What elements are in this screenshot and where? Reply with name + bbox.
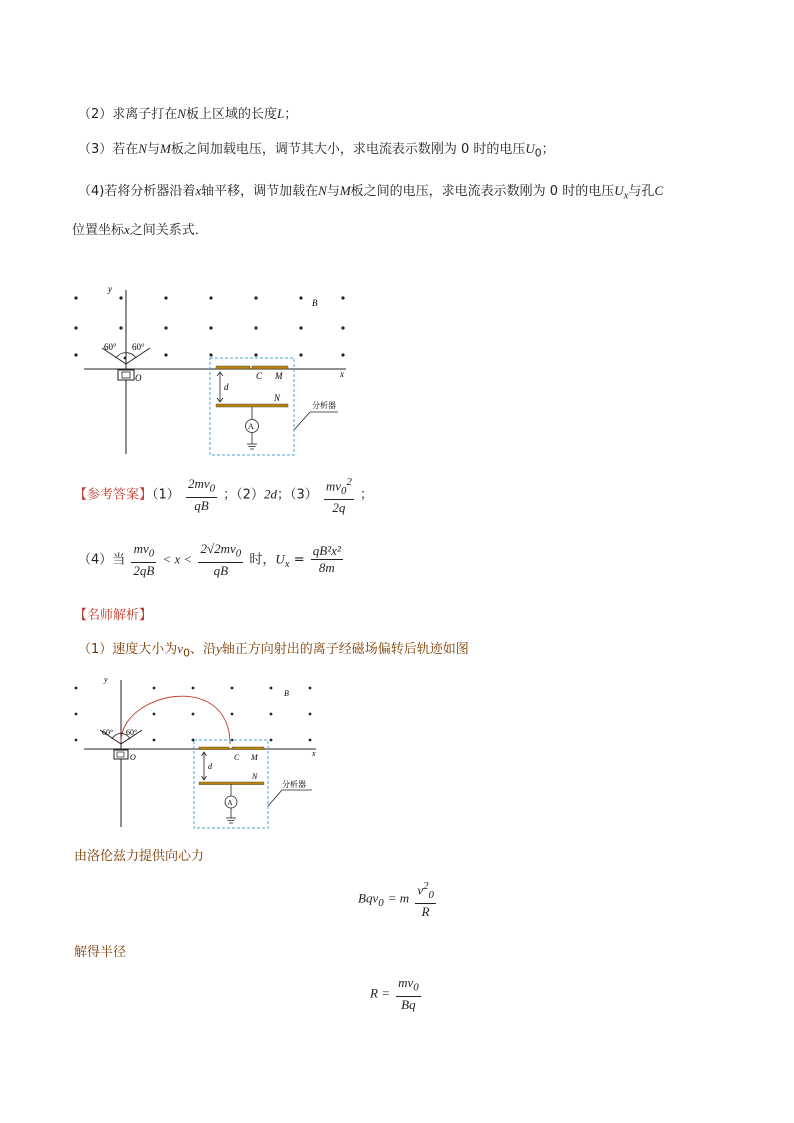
field-label: B <box>312 298 318 308</box>
plate-m-right <box>252 366 288 369</box>
plate-n <box>199 782 264 785</box>
y-axis-label: y <box>104 675 108 684</box>
answer-line-1: 【参考答案】（1） $\frac{2mv_0}{qB}$ ；（2）2d；（3） $\frac{mv_0^2}{2q}$ ； <box>74 476 374 515</box>
question-4-line2: 位置坐标x之间关系式． <box>72 222 208 238</box>
equation-2: R = $\frac{mv_0}{Bq}$ <box>370 975 419 1012</box>
plate-n-label: N <box>252 772 258 781</box>
angle-right-label: 60° <box>132 342 145 352</box>
x-axis-label: x <box>312 749 316 758</box>
analyzer-label: 分析器 <box>312 401 336 410</box>
angle-left-label: 60° <box>102 728 114 737</box>
plate-n <box>216 404 288 407</box>
x-axis-label: x <box>340 369 344 379</box>
radius-text: 解得半径 <box>74 945 127 960</box>
ion-trajectory-arc <box>121 696 230 744</box>
analysis-line-1: （1）速度大小为$v_0$、沿y轴正方向射出的离子经磁场偏转后轨迹如图 <box>78 641 469 660</box>
answer-line-2: （4）当 $\frac{mv_0}{2qB}$ < x < $\frac{2√2mv_0}{qB}$ 时，$U_x$ = $\frac{\text{qB²x²}}{8m}$ <box>78 541 341 578</box>
field-label: B <box>284 689 289 698</box>
figure-1-diagram <box>66 282 366 462</box>
figure-2-diagram <box>66 672 366 832</box>
question-4: （4)若将分析器沿着x轴平移，调节加载在N与M板之间的电压，求电流表示数刚为 0 时的电压$U_x$与孔C <box>78 183 664 202</box>
hole-c-label: C <box>234 753 240 762</box>
analyzer-label: 分析器 <box>282 780 306 789</box>
distance-d-label: d <box>208 762 212 771</box>
angle-left-label: 60° <box>104 342 117 352</box>
equation-1: Bqv$_0$ = m $\frac{v^2_0}{R}$ <box>358 880 434 919</box>
analysis-label: 【名师解析】 <box>74 608 153 623</box>
plate-n-label: N <box>274 393 281 403</box>
origin-label: O <box>130 753 136 762</box>
plate-m-left <box>216 366 250 369</box>
origin-label: O <box>135 373 142 383</box>
question-3: （3）若在N与M板之间加载电压，调节其大小，求电流表示数刚为 0 时的电压$U_0$； <box>78 141 555 160</box>
answer-label: 【参考答案】 <box>74 487 153 503</box>
ammeter-label: A <box>227 799 233 807</box>
plate-m-label: M <box>251 753 258 762</box>
plate-m-left <box>199 747 229 750</box>
y-axis-label: y <box>108 284 112 294</box>
ammeter-label: A <box>248 422 254 431</box>
distance-d-label: d <box>224 382 229 392</box>
lorentz-text: 由洛伦兹力提供向心力 <box>74 849 205 864</box>
plate-m-right <box>232 747 264 750</box>
plate-m-label: M <box>275 371 283 381</box>
angle-right-label: 60° <box>126 728 138 737</box>
question-2: （2）求离子打在N板上区域的长度L； <box>78 106 298 122</box>
hole-c-label: C <box>256 371 263 381</box>
